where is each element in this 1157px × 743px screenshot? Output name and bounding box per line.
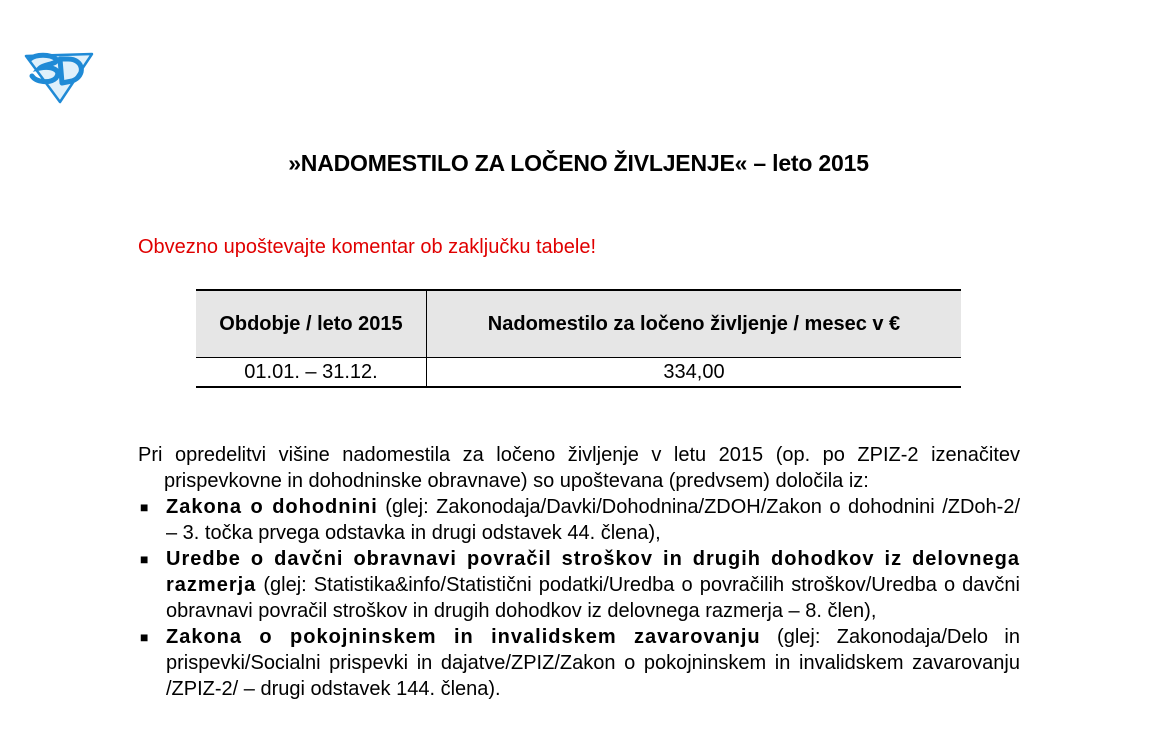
law-name: Zakona o pokojninskem in invalidskem zavarovanju: [166, 626, 761, 648]
table-header-row: [196, 290, 961, 358]
law-reference: (glej: Zakonodaja/Davki/Dohodnina/ZDOH/Zakon o dohodnini /ZDoh-2/ – 3. točka prvega odstavka in drugi odstavek 44. člena),: [166, 496, 1020, 544]
column-header-period: Obdobje / leto 2015: [196, 290, 427, 358]
list-item: [138, 546, 1020, 624]
column-header-amount: Nadomestilo za ločeno življenje / mesec v €: [427, 290, 962, 358]
law-reference: (glej: Zakonodaja/Delo in prispevki/Socialni prispevki in dajatve/ZPIZ/Zakon o pokojninskem in invalidskem zavarovanju /ZPIZ-2/ – drugi odstavek 144. člena).: [166, 626, 1020, 700]
page-title: »NADOMESTILO ZA LOČENO ŽIVLJENJE« – leto 2015: [288, 150, 869, 176]
list-item: [138, 494, 1020, 546]
cell-amount: 334,00: [427, 358, 962, 388]
law-name: Zakona o dohodnini: [166, 496, 378, 518]
intro-paragraph: Pri opredelitvi višine nadomestila za ločeno življenje v letu 2015 (op. po ZPIZ-2 izenačitev prispevkovne in dohodninske obravnave) so upoštevana (predvsem) določila iz:: [138, 444, 1020, 492]
square-bullet-icon: ■: [140, 629, 149, 645]
law-list: [138, 494, 1020, 702]
law-name: Uredbe o davčni obravnavi povračil stroškov in drugih dohodkov iz delovnega razmerja: [166, 548, 1020, 596]
body-text: [138, 442, 1020, 702]
table-row: [196, 358, 961, 388]
notice-text: Obvezno upoštevajte komentar ob zaključku tabele!: [138, 236, 597, 258]
square-bullet-icon: ■: [140, 551, 149, 567]
list-item: [138, 624, 1020, 702]
shield-logo-icon: [22, 50, 96, 104]
square-bullet-icon: ■: [140, 499, 149, 515]
law-reference: (glej: Statistika&info/Statistični podatki/Uredba o povračilih stroškov/Uredba o davčni obravnavi povračil stroškov in drugih dohodkov iz delovnega razmerja – 8. člen),: [166, 574, 1020, 622]
cell-period: 01.01. – 31.12.: [196, 358, 427, 388]
rates-table: [196, 289, 961, 388]
